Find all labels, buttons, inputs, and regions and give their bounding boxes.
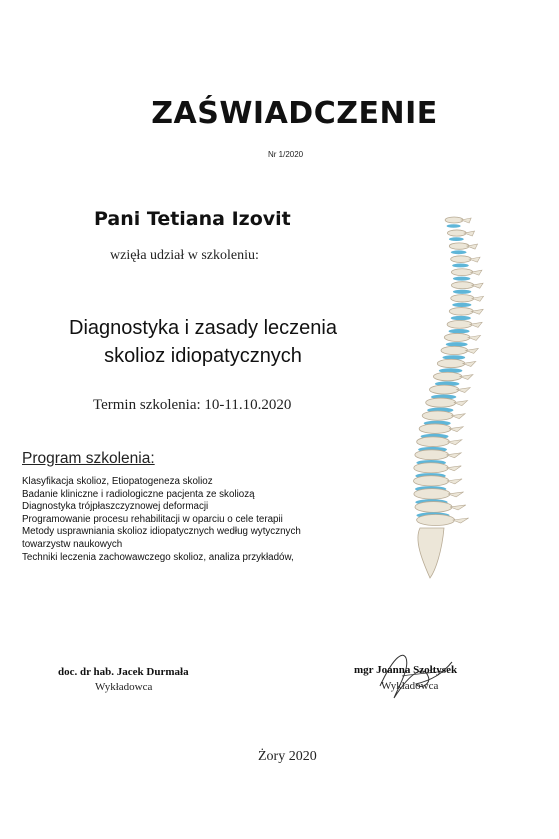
intervertebral-disc bbox=[449, 237, 464, 241]
vertebra bbox=[441, 346, 468, 354]
vertebrae-group bbox=[413, 217, 483, 578]
intervertebral-disc bbox=[446, 342, 468, 347]
vertebra bbox=[449, 243, 469, 249]
vertebra bbox=[413, 476, 448, 486]
vertebra bbox=[437, 359, 465, 367]
vertebra-process bbox=[451, 414, 465, 419]
vertebra-process bbox=[454, 401, 468, 406]
vertebra bbox=[451, 256, 472, 263]
program-item: Klasyfikacja skolioz, Etiopatogeneza skolioz bbox=[22, 476, 213, 487]
intervertebral-disc bbox=[447, 224, 461, 228]
course-title-line1: Diagnostyka i zasady leczenia bbox=[69, 317, 337, 339]
program-item: Diagnostyka trójpłaszczyznowej deformacji bbox=[22, 501, 209, 513]
place-date: Żory 2020 bbox=[258, 749, 317, 764]
vertebra-process bbox=[450, 505, 466, 510]
vertebra bbox=[447, 320, 472, 328]
vertebra bbox=[415, 450, 449, 460]
course-title-line2: skolioz idiopatycznych bbox=[104, 345, 302, 367]
certificate-title: ZAŚWIADCZENIE bbox=[151, 96, 438, 131]
intervertebral-disc bbox=[452, 303, 471, 307]
vertebra bbox=[444, 333, 470, 341]
vertebra bbox=[429, 385, 458, 394]
training-term: Termin szkolenia: 10-11.10.2020 bbox=[93, 397, 292, 413]
course-title bbox=[28, 314, 378, 370]
intervertebral-disc bbox=[452, 264, 469, 268]
intervertebral-disc bbox=[451, 316, 471, 320]
vertebra bbox=[449, 308, 473, 316]
vertebra-process bbox=[449, 427, 463, 432]
vertebra-process bbox=[448, 492, 463, 497]
program-list bbox=[22, 476, 362, 564]
vertebra bbox=[415, 502, 452, 513]
vertebra-process bbox=[453, 518, 469, 523]
vertebra bbox=[451, 269, 472, 276]
vertebra bbox=[414, 463, 449, 473]
vertebra bbox=[414, 489, 450, 500]
lecturer1-name: doc. dr hab. Jacek Durmała bbox=[58, 666, 189, 678]
vertebra-process bbox=[457, 388, 470, 393]
vertebra bbox=[417, 515, 455, 526]
intervertebral-disc bbox=[453, 290, 471, 294]
intervertebral-disc bbox=[453, 277, 470, 281]
intervertebral-disc bbox=[449, 329, 470, 333]
program-item: Programowanie procesu rehabilitacji w oparciu o cele terapii bbox=[22, 513, 283, 525]
program-item: Techniki leczenia zachowawczego skolioz, analiza przykładów, bbox=[22, 551, 294, 563]
vertebra bbox=[451, 295, 474, 302]
vertebra-process bbox=[447, 440, 461, 445]
program-item: towarzystw naukowych bbox=[22, 538, 123, 550]
vertebra-process bbox=[447, 453, 462, 458]
spine-illustration bbox=[392, 210, 502, 590]
lecturer1-role: Wykładowca bbox=[95, 681, 153, 693]
certificate-number: Nr 1/2020 bbox=[268, 150, 304, 159]
vertebra bbox=[451, 282, 473, 289]
intervertebral-disc bbox=[451, 250, 467, 254]
participation-text: wzięła udział w szkoleniu: bbox=[110, 248, 259, 263]
vertebra bbox=[422, 411, 453, 420]
program-heading: Program szkolenia: bbox=[22, 450, 155, 467]
vertebra bbox=[417, 437, 450, 447]
sacrum bbox=[418, 528, 444, 578]
program-item: Metody usprawniania skolioz idiopatycznych według wytycznych bbox=[22, 526, 301, 538]
lecturer2-name: mgr Joanna Szołtysek bbox=[354, 664, 458, 676]
vertebra-process bbox=[447, 479, 462, 484]
vertebra-process bbox=[460, 375, 473, 380]
program-item: Badanie kliniczne i radiologiczne pacjenta ze skoliozą bbox=[22, 488, 255, 500]
vertebra bbox=[433, 372, 461, 381]
vertebra-process bbox=[446, 466, 461, 471]
recipient-name: Pani Tetiana Izovit bbox=[94, 208, 291, 230]
vertebra bbox=[426, 398, 456, 407]
lecturer2-role: Wykładowca bbox=[381, 680, 439, 692]
vertebra bbox=[419, 424, 451, 433]
